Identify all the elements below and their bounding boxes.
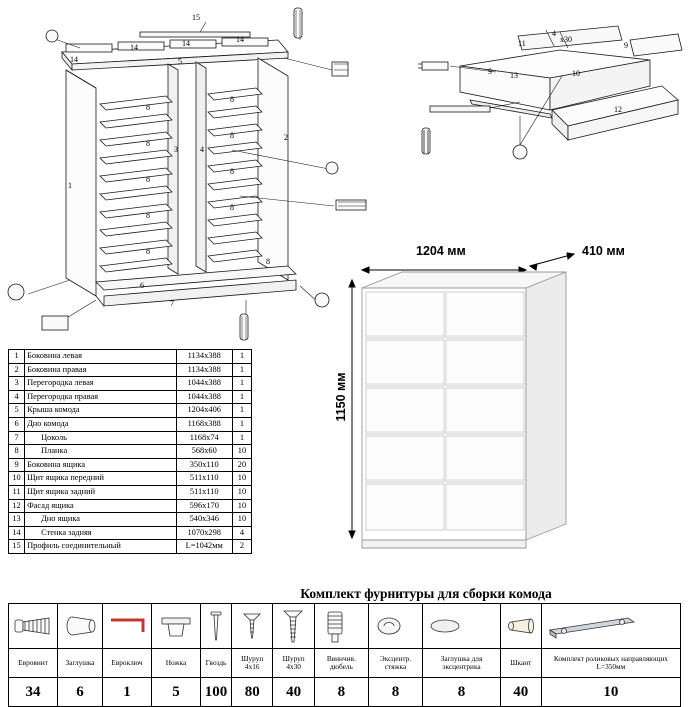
table-row: 6 Дно комода 1168х388 1 [9,417,252,431]
hardware-kit-table [8,603,681,707]
hardware-name-3: Ножка [152,649,201,678]
svg-text:8: 8 [230,95,234,104]
hardware-cell-dowel [500,604,541,649]
parts-list-table [8,349,252,554]
hardware-cell-euro-key [103,604,152,649]
svg-text:8: 8 [230,131,234,140]
eccentric-cap-icon [423,606,467,646]
svg-text:12: 12 [614,105,622,114]
svg-text:9: 9 [488,67,492,76]
table-row: 5 Крыша комода 1204х406 1 [9,404,252,418]
hardware-cell-roller-guides [541,604,680,649]
hardware-name-9: Заглушка для эксцентрика [423,649,501,678]
svg-text:8: 8 [146,103,150,112]
cap-plug-icon [58,606,102,646]
hardware-count-1: 6 [58,678,103,707]
hardware-cell-eccentric-cap [423,604,501,649]
parts-table-body [9,350,252,554]
svg-text:11: 11 [518,39,526,48]
hardware-kit-title: Комплект фурнитуры для сборки комода [300,586,552,601]
hardware-counts-row [9,678,681,707]
drawer-detail-drawing [400,6,689,166]
svg-text:3: 3 [174,145,178,154]
hardware-name-6: Шуруп 4х30 [273,649,314,678]
hardware-cell-foot [152,604,201,649]
svg-text:14: 14 [70,55,78,64]
hardware-name-0: Евровинт [9,649,58,678]
svg-text:5: 5 [178,57,182,66]
hardware-name-2: Евроключ [103,649,152,678]
svg-text:х30: х30 [560,35,572,44]
nail-icon [201,606,231,646]
hardware-name-7: Ввинчив. дюбель [314,649,368,678]
svg-text:2: 2 [284,133,288,142]
hardware-cell-screw-4x30 [273,604,314,649]
svg-text:14: 14 [182,39,190,48]
hardware-name-4: Гвоздь [201,649,232,678]
hardware-cell-cap-plug [58,604,103,649]
svg-text:7: 7 [170,299,174,308]
hardware-icons-row [9,604,681,649]
svg-text:8: 8 [266,257,270,266]
svg-text:8: 8 [146,175,150,184]
hardware-count-2: 1 [103,678,152,707]
svg-text:10: 10 [572,69,580,78]
hardware-name-8: Эксцентр. стяжка [368,649,422,678]
table-row: 8 Планка 568х60 10 [9,445,252,459]
svg-text:15: 15 [192,13,200,22]
screw-4x16-icon [232,606,272,646]
table-row: 1 Боковина левая 1134х388 1 [9,350,252,364]
table-row: 15 Профиль соединительный L=1042мм 2 [9,540,252,554]
svg-text:14: 14 [130,43,138,52]
svg-text:8: 8 [230,167,234,176]
dowel-icon [501,606,541,646]
hardware-count-4: 100 [201,678,232,707]
hardware-count-6: 40 [273,678,314,707]
table-row: 7 Цоколь 1168х74 1 [9,431,252,445]
depth-dimension-label: 410 мм [582,244,625,258]
table-row: 10 Щит ящика передний 511х110 10 [9,472,252,486]
svg-text:6: 6 [140,281,144,290]
table-row: 11 Щит ящика задний 511х110 10 [9,485,252,499]
hardware-count-11: 10 [541,678,680,707]
svg-text:8: 8 [146,139,150,148]
table-row: 12 Фасад ящика 596х170 10 [9,499,252,513]
euro-screw-icon [9,606,57,646]
foot-icon [152,606,200,646]
hardware-cell-screw-4x16 [232,604,273,649]
hardware-name-10: Шкант [500,649,541,678]
hardware-count-3: 5 [152,678,201,707]
hardware-cell-nail [201,604,232,649]
hardware-name-5: Шуруп 4х16 [232,649,273,678]
svg-text:8: 8 [230,203,234,212]
hardware-name-11: Комплект роликовых направляющих L=350мм [541,649,680,678]
table-row: 13 Дно ящика 540х346 10 [9,513,252,527]
svg-text:1: 1 [68,181,72,190]
hardware-cell-eccentric-tie [368,604,422,649]
width-dimension-label: 1204 мм [416,244,466,258]
svg-text:13: 13 [510,71,518,80]
hardware-count-5: 80 [232,678,273,707]
screw-in-dowel-icon [315,606,355,646]
svg-text:8: 8 [146,211,150,220]
table-row: 14 Стенка задняя 1070х298 4 [9,526,252,540]
eccentric-tie-icon [369,606,409,646]
euro-key-icon [103,606,151,646]
table-row: 2 Боковина правая 1134х388 1 [9,363,252,377]
hardware-count-0: 34 [9,678,58,707]
hardware-count-9: 8 [423,678,501,707]
table-row: 4 Перегородка правая 1044х388 1 [9,390,252,404]
hardware-cell-screw-in-dowel [314,604,368,649]
svg-text:8: 8 [146,247,150,256]
height-dimension-label: 1150 мм [334,372,348,422]
screw-4x30-icon [273,606,313,646]
assembled-cabinet-drawing [330,240,689,580]
svg-text:4: 4 [200,145,204,154]
hardware-count-7: 8 [314,678,368,707]
roller-guides-icon [542,606,642,646]
table-row: 9 Боковина ящика 350х110 20 [9,458,252,472]
svg-text:9: 9 [624,41,628,50]
hardware-count-8: 8 [368,678,422,707]
table-row: 3 Перегородка левая 1044х388 1 [9,377,252,391]
hardware-cell-euro-screw [9,604,58,649]
hardware-names-row [9,649,681,678]
svg-text:4: 4 [552,29,556,38]
svg-text:14: 14 [236,35,244,44]
hardware-count-10: 40 [500,678,541,707]
hardware-name-1: Заглушка [58,649,103,678]
